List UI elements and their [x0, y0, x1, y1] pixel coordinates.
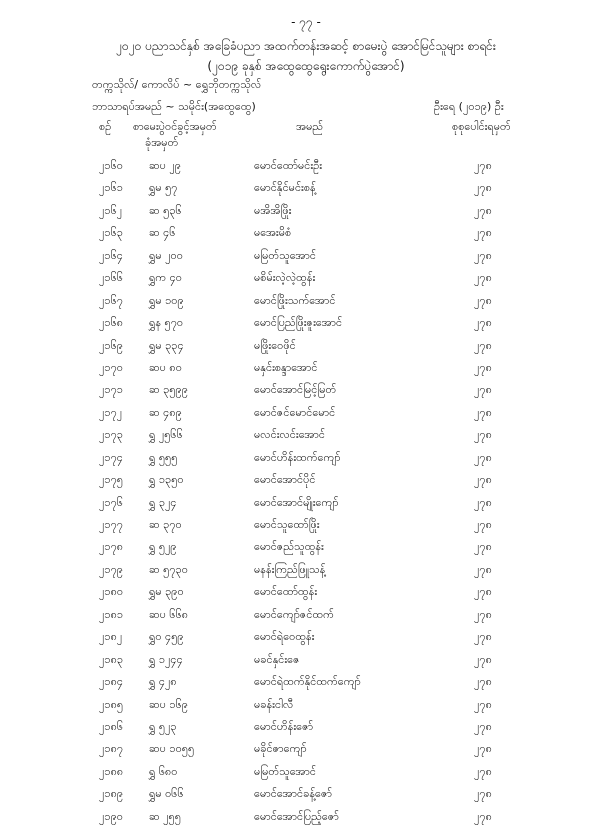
student-name: မောင်အောင်ခန့်ဇော်: [254, 787, 333, 801]
roll-number: ရွှ ၁၃၅၀: [149, 473, 184, 487]
row-number: ၂၁၆၄: [99, 248, 123, 262]
total-marks: ၂၇၈: [474, 562, 492, 576]
row-number: ၂၁၆၈: [99, 316, 124, 330]
row-number: ၂၁၆၁: [99, 181, 123, 195]
student-name: မောင်ထော်ထွန်း: [254, 585, 318, 599]
total-marks: ၂၇၈: [474, 271, 492, 285]
total-marks: ၂၇၈: [474, 697, 492, 711]
roll-number: ဆ ၅၃၆: [149, 203, 182, 217]
table-row: [0, 178, 612, 200]
student-name: မောင်ဖြိုးသက်အောင်: [254, 293, 336, 307]
student-name: မဖြိုးဝေဖိုင်: [254, 338, 296, 352]
student-name: မအေးမိစံ: [254, 226, 292, 240]
roll-number: ဆ ၃၅၉၉: [149, 383, 188, 397]
header-no: စဉ်: [99, 120, 112, 133]
row-number: ၂၁၈၉: [99, 787, 124, 801]
row-number: ၂၁၈၅: [99, 697, 124, 711]
document-subtitle: (၂၀၁၉ ခုနှစ် အထွေထွေရွေးကောက်ပွဲအောင်): [207, 59, 405, 73]
row-number: ၂၁၇၆: [99, 495, 123, 509]
roll-number: ရွှက ၄၀: [149, 271, 182, 285]
roll-number: ဆ ၄၆: [149, 226, 176, 240]
total-marks: ၂၇၈: [474, 293, 492, 307]
row-number: ၂၁၆၀: [99, 159, 123, 172]
student-name: မမြတ်သူအောင်: [254, 248, 317, 262]
roll-number: ရွှမ ၀၆၆: [149, 787, 184, 801]
roll-number: ရွှမ ၂၀၀: [149, 248, 183, 262]
table-row: [0, 425, 612, 447]
total-marks: ၂၇၈: [474, 675, 492, 689]
row-number: ၂၁၇၂: [99, 405, 123, 419]
table-row: [0, 358, 612, 380]
table-row: [0, 268, 612, 290]
subject-line: ဘာသာရပ်အမည် ~ သမိုင်း(အထွေထွေ): [92, 100, 256, 113]
header-roll: စာမေးပွဲဝင်ခွင့်အမှတ်: [133, 120, 217, 133]
header-status: စုစုပေါင်းရမှတ်: [452, 120, 511, 133]
total-marks: ၂၇၈: [474, 630, 492, 644]
document-title: ၂၀၂၀ ပညာသင်နှစ် အခြေခံပညာ အထက်တန်းအဆင့် စာမေးပွဲ အောင်မြင်သူများ စာရင်း: [116, 39, 496, 53]
total-marks: ၂၇၈: [474, 585, 492, 599]
student-name: မောင်အောင်မျိုးကျော်: [254, 495, 339, 509]
total-marks: ၂၇၈: [474, 248, 492, 262]
row-number: ၂၁၆၉: [99, 338, 123, 352]
total-marks: ၂၇၈: [474, 360, 492, 374]
total-marks: ၂၇၈: [474, 607, 492, 621]
row-number: ၂၁၇၃: [99, 428, 123, 442]
roll-number: ဆ ၂၅၅: [149, 809, 181, 823]
total-marks: ၂၇၈: [474, 383, 492, 397]
table-row: [0, 223, 612, 245]
roll-number: ဆပ ၁၆၉: [149, 697, 188, 711]
student-name: မလင်းလင်းအောင်: [254, 428, 325, 442]
roll-number: ဆပ ၁၀၅၅: [149, 742, 195, 756]
total-marks: ၂၇၈: [474, 787, 492, 801]
total-marks: ၂၇၈: [474, 473, 492, 487]
total-marks: ၂၇၈: [474, 203, 492, 217]
roll-number: ရွှမ ၁၀၉: [149, 293, 184, 307]
table-row: [0, 336, 612, 358]
row-number: ၂၁၆၇: [99, 293, 123, 307]
row-number: ၂၁၇၇: [99, 518, 123, 531]
roll-number: ဆပ ၂၉: [149, 159, 181, 172]
roll-number: ရွှမ ၅၇: [149, 181, 178, 195]
row-number: ၂၁၈၈: [99, 764, 124, 778]
table-row: [0, 560, 612, 582]
total-marks: ၂၇၈: [474, 338, 492, 352]
roll-number: ဆ ၅၇၃၀: [149, 562, 188, 576]
student-name: မခင်နှင်းဇေ: [254, 652, 300, 666]
total-marks: ၂၇၈: [474, 181, 492, 195]
roll-number: ဆပ ၆၆၈: [149, 607, 189, 621]
table-row: [0, 156, 612, 178]
table-row: [0, 739, 612, 761]
table-row: [0, 762, 612, 784]
exam-info: ဦးရေ (၂၀၁၉) ဦး: [434, 100, 504, 113]
row-number: ၂၁၈၂: [99, 630, 123, 644]
table-row: [0, 470, 612, 492]
table-row: [0, 672, 612, 694]
table-row: [0, 717, 612, 739]
table-row: [0, 403, 612, 425]
table-row: [0, 291, 612, 313]
student-name: မောင်ကျော်ဇင်ထက်: [254, 607, 334, 621]
student-name: မနှင်းစန္ဒာအောင်: [254, 360, 318, 374]
row-number: ၂၁၇၁: [99, 383, 123, 397]
total-marks: ၂၇၈: [474, 405, 492, 419]
header-name: အမည်: [296, 120, 324, 133]
roll-number: ရွှ ၅၅၅: [149, 450, 178, 464]
table-row: [0, 537, 612, 559]
student-name: မောင်ရဲထက်နိုင်ထက်ကျော်: [254, 675, 361, 689]
roll-number: ဆ ၄၈၉: [149, 405, 182, 419]
row-number: ၂၁၈၆: [99, 719, 124, 733]
table-row: [0, 695, 612, 717]
total-marks: ၂၇၈: [474, 316, 492, 330]
table-row: [0, 448, 612, 470]
student-name: မောင်ပြည်ဖြိုးဇူးအောင်: [254, 316, 343, 330]
row-number: ၂၁၈၀: [99, 585, 124, 599]
results-table: [0, 156, 612, 829]
student-name: မောင်အောင်ပြည့်ဇော်: [254, 809, 339, 823]
roll-number: ရွှမ ၃၉၀: [149, 585, 184, 599]
student-name: မောင်ရဲဝေထွန်း: [254, 630, 315, 644]
student-name: မခန်းငါလီ: [254, 697, 294, 711]
total-marks: ၂၇၈: [474, 742, 492, 756]
total-marks: ၂၇၈: [474, 719, 492, 733]
university-line: တက္ကသိုလ်/ ကောလိပ် ~ ရွှေဘိုတက္ကသိုလ်: [92, 78, 262, 91]
row-number: ၂၁၈၃: [99, 652, 124, 666]
student-name: မအိအိဖြိုး: [254, 203, 292, 217]
table-row: [0, 515, 612, 537]
table-row: [0, 201, 612, 223]
table-row: [0, 380, 612, 402]
total-marks: ၂၇၈: [474, 540, 492, 554]
row-number: ၂၁၉၀: [99, 809, 123, 823]
student-name: မမြတ်သူအောင်: [254, 764, 317, 778]
student-name: မောင်အောင်ပိုင်: [254, 473, 316, 487]
total-marks: ၂၇၈: [474, 764, 492, 778]
roll-number: ရွှ ၅၂၉: [149, 540, 177, 554]
table-row: [0, 246, 612, 268]
table-row: [0, 627, 612, 649]
table-row: [0, 650, 612, 672]
student-name: မောင်သူထော်ဖြိုး: [254, 518, 320, 531]
row-number: ၂၁၆၃: [99, 226, 123, 240]
roll-number: ရွှ ၂၅၆၆: [149, 428, 183, 442]
table-row: [0, 582, 612, 604]
page-number: - ၇၇ -: [291, 15, 321, 29]
total-marks: ၂၇၈: [474, 159, 492, 172]
row-number: ၂၁၆၂: [99, 203, 123, 217]
table-row: [0, 493, 612, 515]
total-marks: ၂၇၈: [474, 226, 492, 240]
total-marks: ၂၇၈: [474, 809, 492, 823]
student-name: မောင်နိုင်မင်းစန့်: [254, 181, 316, 195]
row-number: ၂၁၈၄: [99, 675, 124, 689]
roll-number: ဆပ ၈၀: [149, 360, 182, 374]
student-name: မစိမ်းလဲ့လဲ့ထွန်း: [254, 271, 316, 285]
student-name: မောင်ဟိန်းဇော်: [254, 719, 314, 733]
row-number: ၂၁၈၇: [99, 742, 124, 756]
roll-number: ရွှ ၅၂၃: [149, 719, 177, 733]
roll-number: ရွှ ၁၂၄၄: [149, 652, 183, 666]
roll-number: ရွှ ၆၈၀: [149, 764, 178, 778]
total-marks: ၂၇၈: [474, 428, 492, 442]
row-number: ၂၁၇၄: [99, 450, 123, 464]
header-roll-sub: ခုံအမှတ်: [145, 136, 179, 149]
table-row: [0, 605, 612, 627]
table-row: [0, 807, 612, 829]
roll-number: ရွှ ၄၂၈: [149, 675, 177, 689]
row-number: ၂၁၇၀: [99, 360, 123, 374]
row-number: ၂၁၇၅: [99, 473, 123, 487]
student-name: မခိုင်ဇာကျော်: [254, 742, 307, 756]
roll-number: ရွှ၀ ၄၅၉: [149, 630, 184, 644]
student-name: မောင်ထော်မင်းဦး: [254, 159, 323, 172]
total-marks: ၂၇၈: [474, 450, 492, 464]
table-row: [0, 313, 612, 335]
roll-number: ရွှ ၃၂၄: [149, 495, 177, 509]
total-marks: ၂၇၈: [474, 652, 492, 666]
student-name: မနန်းကြည်ဖြူသန့်: [254, 562, 326, 576]
total-marks: ၂၇၈: [474, 518, 492, 531]
roll-number: ရွှန ၅၇၀: [149, 316, 184, 330]
row-number: ၂၁၈၁: [99, 607, 124, 621]
row-number: ၂၁၇၈: [99, 540, 124, 554]
roll-number: ရွှမ ၃၃၄: [149, 338, 184, 352]
total-marks: ၂၇၈: [474, 495, 492, 509]
student-name: မောင်ဇင်မောင်မောင်: [254, 405, 336, 419]
student-name: မောင်ဟိန်းထက်ကျော်: [254, 450, 341, 464]
row-number: ၂၁၇၉: [99, 562, 123, 576]
student-name: မောင်အောင်မြင့်မြတ်: [254, 383, 337, 397]
table-row: [0, 784, 612, 806]
student-name: မောင်ဇည်သူထွန်း: [254, 540, 324, 554]
roll-number: ဆ ၃၇၀: [149, 518, 182, 531]
row-number: ၂၁၆၆: [99, 271, 123, 285]
